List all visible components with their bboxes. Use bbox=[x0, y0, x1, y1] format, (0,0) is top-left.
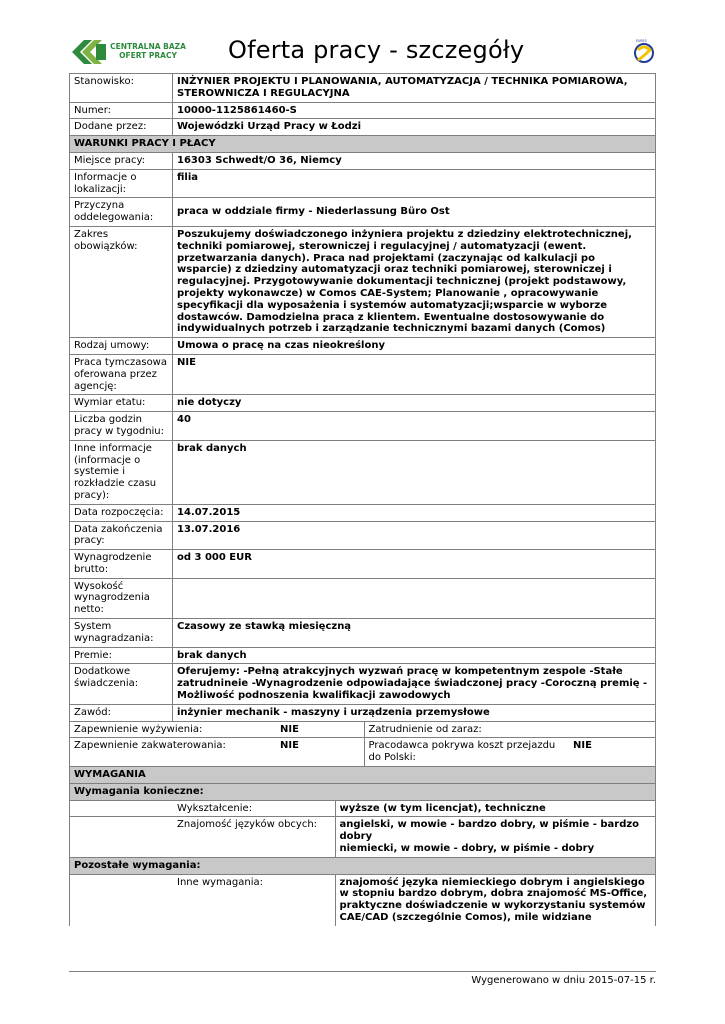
contract-type-value: Umowa o pracę na czas nieokreślony bbox=[173, 338, 656, 355]
logo-line-1: CENTRALNA BAZA bbox=[110, 42, 186, 51]
label: Dodatkowe świadczenia: bbox=[70, 664, 173, 704]
row-godziny bbox=[70, 412, 656, 441]
row-rodzaj-umowy bbox=[70, 338, 656, 355]
section-header bbox=[70, 857, 656, 874]
start-date-value: 14.07.2015 bbox=[173, 504, 656, 521]
row-zakwaterowanie-przejazd bbox=[70, 738, 656, 767]
label: Inne wymagania: bbox=[177, 876, 264, 888]
row-numer bbox=[70, 102, 656, 119]
label: Miejsce pracy: bbox=[70, 152, 173, 169]
label: Zapewnienie zakwaterowania: bbox=[74, 740, 226, 752]
meals-value: NIE bbox=[280, 723, 299, 735]
label: Zakres obowiązków: bbox=[70, 226, 173, 337]
label: Premie: bbox=[70, 647, 173, 664]
label: Zatrudnienie od zaraz: bbox=[364, 722, 569, 738]
language-german: niemiecki, w mowie - dobry, w piśmie - dobry bbox=[339, 843, 595, 855]
row-brutto bbox=[70, 550, 656, 579]
label: Stanowisko: bbox=[70, 74, 173, 103]
row-wyzywienie-odzaraz bbox=[70, 721, 656, 738]
label: Wymiar etatu: bbox=[70, 395, 173, 412]
row-zakres bbox=[70, 226, 656, 337]
row-data-rozp bbox=[70, 504, 656, 521]
workplace-value: 16303 Schwedt/O 36, Niemcy bbox=[173, 152, 656, 169]
logo-text bbox=[110, 42, 186, 60]
pay-system-value: Czasowy ze stawką miesięczną bbox=[173, 619, 656, 648]
row-dodane bbox=[70, 119, 656, 136]
education-value: wyższe (w tym licencjat), techniczne bbox=[335, 801, 655, 817]
label: Pracodawca pokrywa koszt przejazdu do Polski: bbox=[364, 738, 569, 766]
section-pozostale: Pozostałe wymagania: bbox=[70, 857, 656, 874]
temp-work-value: NIE bbox=[173, 354, 656, 394]
language-english: angielski, w mowie - bardzo dobry, w piśmie - bardzo dobry bbox=[339, 819, 640, 843]
row-inne-wym bbox=[70, 874, 656, 926]
net-salary-value bbox=[173, 578, 656, 618]
label: Dodane przez: bbox=[70, 119, 173, 136]
occupation-value: inżynier mechanik - maszyny i urządzenia przemysłowe bbox=[173, 704, 656, 721]
row-jezyki bbox=[70, 817, 656, 857]
label: Zapewnienie wyżywienia: bbox=[74, 723, 203, 735]
travel-cost-value: NIE bbox=[573, 740, 592, 752]
label: Zawód: bbox=[70, 704, 173, 721]
row-stanowisko bbox=[70, 74, 656, 103]
section-konieczne: Wymagania konieczne: bbox=[70, 783, 656, 800]
row-wyksztalcenie bbox=[70, 800, 656, 817]
row-inne-info bbox=[70, 440, 656, 504]
row-zawod bbox=[70, 704, 656, 721]
bonus-value: brak danych bbox=[173, 647, 656, 664]
footer-divider bbox=[69, 971, 656, 972]
position-value: INŻYNIER PROJEKTU I PLANOWANIA, AUTOMATYZACJA / TECHNIKA POMIAROWA, STEROWNICZA I REGULACYJNA bbox=[173, 74, 656, 103]
section-header bbox=[70, 767, 656, 784]
section-warunki: WARUNKI PRACY I PŁACY bbox=[70, 136, 656, 153]
row-miejsce bbox=[70, 152, 656, 169]
label: Informacje o lokalizacji: bbox=[70, 169, 173, 198]
other-info-value: brak danych bbox=[173, 440, 656, 504]
label: Rodzaj umowy: bbox=[70, 338, 173, 355]
label: Inne informacje (informacje o systemie i rozkładzie czasu pracy): bbox=[70, 440, 173, 504]
delegation-reason-value: praca w oddziale firmy - Niederlassung Büro Ost bbox=[173, 198, 656, 227]
label: Data rozpoczęcia: bbox=[70, 504, 173, 521]
added-by-value: Wojewódzki Urząd Pracy w Łodzi bbox=[173, 119, 656, 136]
offer-table bbox=[69, 73, 656, 926]
eures-text: EURES bbox=[636, 39, 647, 43]
accommodation-value: NIE bbox=[280, 740, 299, 752]
eures-logo-icon bbox=[632, 38, 656, 64]
row-netto bbox=[70, 578, 656, 618]
row-informacje-lok bbox=[70, 169, 656, 198]
other-requirements-value: znajomość języka niemieckiego dobrym i angielskiego w stopniu bardzo dobrym, dobra znajomość MS-Office, praktyczne doświadczenie w wykorzystaniu systemów CAE/CAD (szczególnie Comos), mile widziane bbox=[335, 875, 655, 926]
label: Data zakończenia pracy: bbox=[70, 521, 173, 550]
label: Znajomość języków obcych: bbox=[177, 819, 318, 831]
immediate-value bbox=[569, 722, 655, 738]
row-przyczyna bbox=[70, 198, 656, 227]
label: Wykształcenie: bbox=[177, 802, 253, 814]
section-wymagania: WYMAGANIA bbox=[70, 767, 656, 784]
label: Numer: bbox=[70, 102, 173, 119]
label: Wysokość wynagrodzenia netto: bbox=[70, 578, 173, 618]
logo-line-2: OFERT PRACY bbox=[119, 51, 177, 60]
benefits-value: Oferujemy: -Pełną atrakcyjnych wyzwań pracę w kompetentnym zespole -Stałe zatrudnineie -Wynagrodzenie odpowiadające świadczonej pracy -Coroczną premię -Możliwość podnoszenia kwalifikacji zawodowych bbox=[173, 664, 656, 704]
offer-number: 10000-1125861460-S bbox=[173, 102, 656, 119]
hours-value: 40 bbox=[173, 412, 656, 441]
label: Liczba godzin pracy w tygodniu: bbox=[70, 412, 173, 441]
page-header bbox=[0, 0, 725, 72]
end-date-value: 13.07.2016 bbox=[173, 521, 656, 550]
row-system bbox=[70, 619, 656, 648]
row-praca-tymczasowa bbox=[70, 354, 656, 394]
row-premie bbox=[70, 647, 656, 664]
label: Wynagrodzenie brutto: bbox=[70, 550, 173, 579]
location-info-value: filia bbox=[173, 169, 656, 198]
label: Przyczyna oddelegowania: bbox=[70, 198, 173, 227]
fte-value: nie dotyczy bbox=[173, 395, 656, 412]
gross-salary-value: od 3 000 EUR bbox=[173, 550, 656, 579]
generated-date: Wygenerowano w dniu 2015-07-15 r. bbox=[471, 975, 656, 986]
section-header bbox=[70, 783, 656, 800]
label: Praca tymczasowa oferowana przez agencję: bbox=[70, 354, 173, 394]
row-data-zak bbox=[70, 521, 656, 550]
row-wymiar bbox=[70, 395, 656, 412]
label: System wynagradzania: bbox=[70, 619, 173, 648]
row-dodatkowe bbox=[70, 664, 656, 704]
duties-value: Poszukujemy doświadczonego inżyniera projektu z dziedziny elektrotechnicznej, techniki pomiarowej, sterowniczej i regulacyjnej / automatyzacji (ewent. przetwarzania danych). Praca nad projektami (zaczynając od kalkulacji po wsparcie) z dziedziny automatyzacji oraz techniki pomiarowej, sterowniczej i regulacyjnej. Przygotowywanie dokumentacji technicznej (projekt podstawowy, projekty wykonawcze) w Comos CAE-System; Planowanie , opracowywanie specyfikacji dla wyposażenia i systemów automatyzacji;wsparcie w wyborze dostawców. Damodzielna praca z klientem. Ewentualne dostosowywanie do indywidualnych potrzeb i zarządzanie technicznymi bazami danych (Comos) bbox=[173, 226, 656, 337]
section-header bbox=[70, 136, 656, 153]
page-title: Oferta pracy - szczegóły bbox=[228, 36, 525, 64]
